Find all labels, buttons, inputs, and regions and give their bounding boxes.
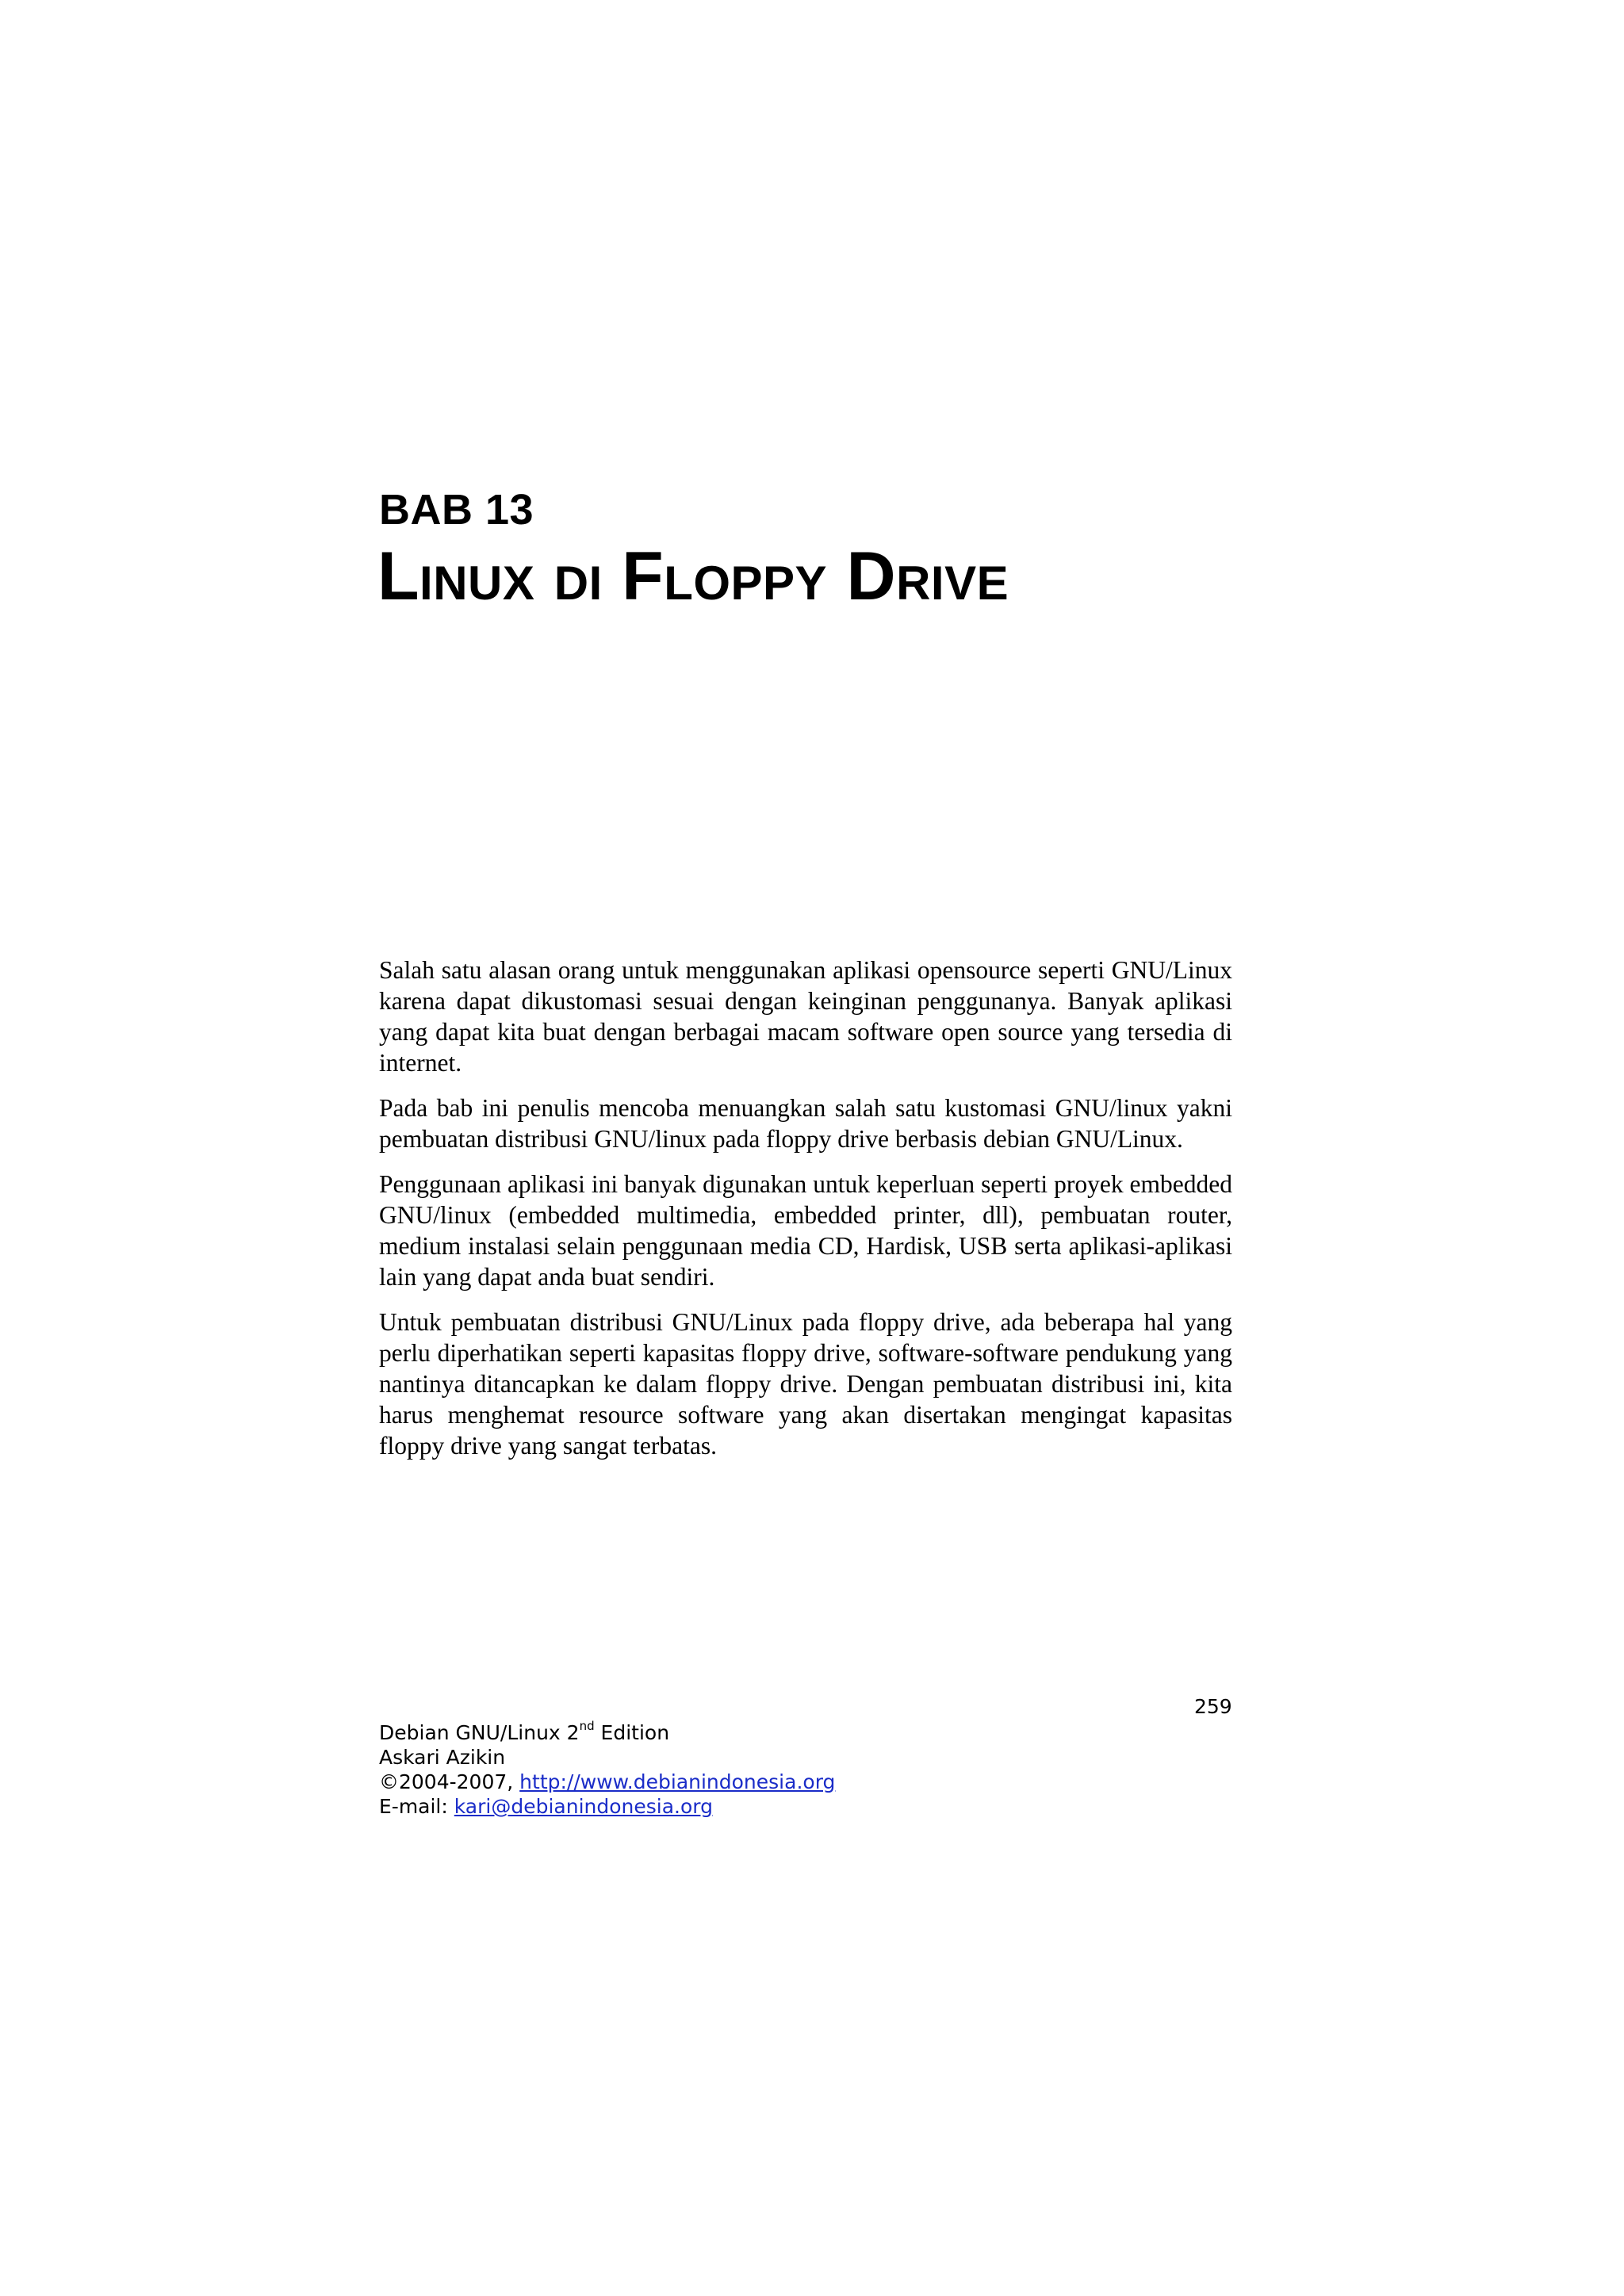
email-link[interactable]: kari@debianindonesia.org xyxy=(454,1795,713,1818)
footer xyxy=(379,1720,835,1819)
footer-email xyxy=(379,1794,835,1819)
footer-copyright xyxy=(379,1770,835,1794)
edition-word: Edition xyxy=(594,1721,670,1744)
footer-book-title xyxy=(379,1720,835,1745)
edition-superscript: nd xyxy=(579,1719,595,1733)
paragraph-3: Penggunaan aplikasi ini banyak digunakan untuk keperluan seperti proyek embedded GNU/linux (embedded multimedia, embedded printer, dll), pembuatan router, medium instalasi selain penggunaan media CD, Hardisk, USB serta aplikasi-aplikasi lain yang dapat anda buat sendiri. xyxy=(379,1170,1232,1291)
paragraph-1: Salah satu alasan orang untuk menggunakan aplikasi opensource seperti GNU/Linux karena dapat dikustomasi sesuai dengan keinginan penggunanya. Banyak aplikasi yang dapat kita buat dengan berbagai macam software open source yang tersedia di internet. xyxy=(379,956,1232,1077)
footer-author: Askari Azikin xyxy=(379,1746,506,1769)
chapter-label: BAB 13 xyxy=(379,486,534,534)
book-title: Debian GNU/Linux 2 xyxy=(379,1721,580,1744)
paragraph-4: Untuk pembuatan distribusi GNU/Linux pada floppy drive, ada beberapa hal yang perlu diperhatikan seperti kapasitas floppy drive, software-software pendukung yang nantinya ditancapkan ke dalam floppy drive. Dengan pembuatan distribusi ini, kita harus menghemat resource software yang akan disertakan mengingat kapasitas floppy drive yang sangat terbatas. xyxy=(379,1308,1232,1460)
website-link[interactable]: http://www.debianindonesia.org xyxy=(519,1770,836,1793)
email-prefix: E-mail: xyxy=(379,1795,454,1818)
page-number: 259 xyxy=(1194,1695,1232,1718)
body-text xyxy=(379,955,1232,1475)
chapter-title: Linux di Floppy Drive xyxy=(377,538,1009,614)
copyright-prefix: ©2004-2007, xyxy=(379,1770,520,1793)
paragraph-2: Pada bab ini penulis mencoba menuangkan salah satu kustomasi GNU/linux yakni pembuatan distribusi GNU/linux pada floppy drive berbasis debian GNU/Linux. xyxy=(379,1094,1232,1153)
